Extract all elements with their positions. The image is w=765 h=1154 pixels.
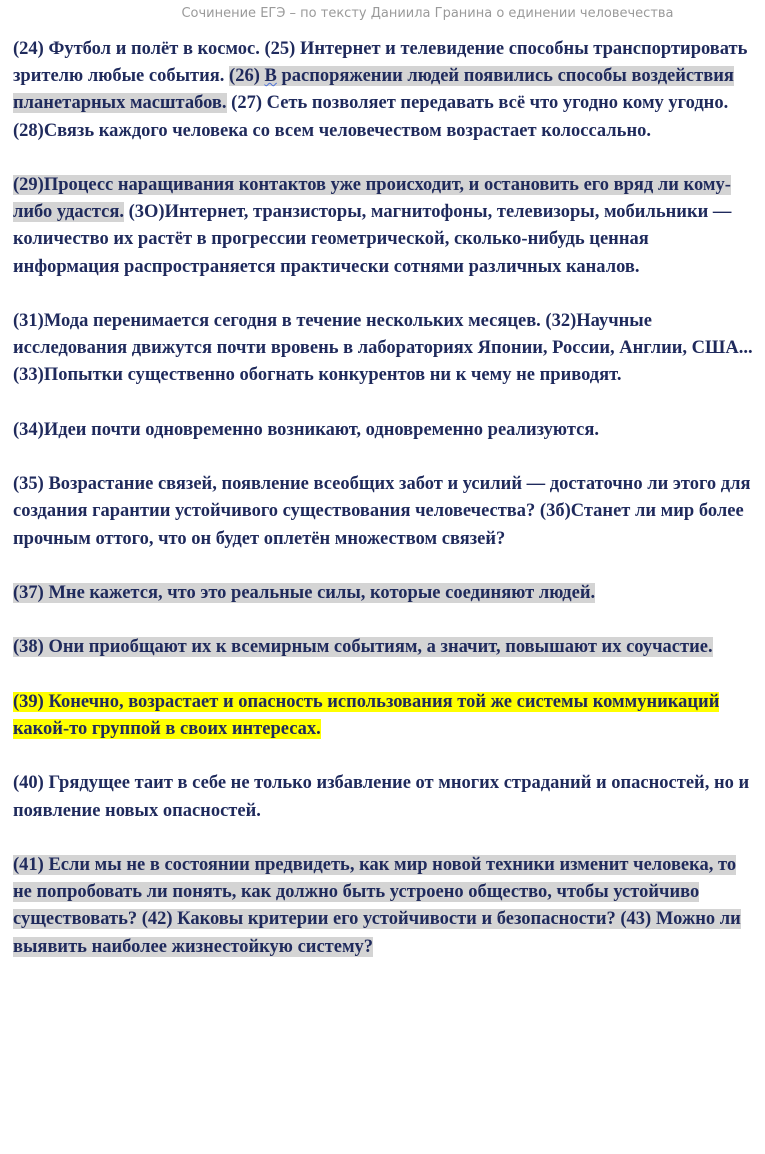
paragraph-34[interactable]: (34)Идеи почти одновременно возникают, одновременно реализуются. [13,419,599,440]
paragraph-38[interactable] [13,634,755,661]
paragraph-29-30[interactable] [13,172,755,281]
paragraph-41-43[interactable] [13,852,755,961]
sentences-27-28: (27) Сеть позволяет передавать всё что угодно кому угодно. (28)Связь каждого человека со всем человечеством возрастает колоссально. [13,93,729,141]
page-header: Сочинение ЕГЭ – по тексту Даниила Гранина о единении человечества [181,6,674,21]
sentences-41-43-highlighted: (41) Если мы не в состоянии предвидеть, как мир новой техники изменит человека, то не попробовать ли понять, как должно быть устроено общество, чтобы устойчиво существовать? (42) Каковы критерии его устойчивости и безопасности? (43) Можно ли выявить наиболее жизнестойкую систему? [13,854,741,957]
sentence-39-highlighted: (39) Конечно, возрастает и опасность использования той же системы коммуникаций какой-то группой в своих интересах. [13,691,720,739]
spellcheck-underlined-word[interactable]: В [264,66,277,87]
paragraph-35-36[interactable]: (35) Возрастание связей, появление всеобщих забот и усилий — достаточно ли этого для создания гарантии устойчивого существования человечества? (3б)Станет ли мир более прочным оттого, что он будет оплетён множеством связей? [13,474,751,549]
sentence-26-rest: распоряжении людей появились способы воздействия планетарных масштабов. [13,66,734,114]
sentence-38-highlighted: (38) Они приобщают их к всемирным событиям, а значит, повышают их соучастие. [13,637,713,658]
sentence-29-highlighted: (29)Процесс наращивания контактов уже происходит, и остановить его вряд ли кому-либо удастся. [13,175,731,223]
sentence-26-prefix: (26) [229,66,265,87]
document-body[interactable] [13,36,755,988]
paragraph-37[interactable] [13,580,755,607]
paragraph-39[interactable] [13,689,755,743]
sentence-30: (3О)Интернет, транзисторы, магнитофоны, телевизоры, мобильники — количество их растёт в прогрессии геометрической, сколько-нибудь ценная информация распространяется практически сотнями различных каналов. [13,202,732,277]
paragraph-31-33[interactable]: (31)Мода перенимается сегодня в течение нескольких месяцев. (32)Научные исследования движутся почти вровень в лабораториях Японии, России, Англии, США... (33)Попытки существенно обогнать конкурентов ни к чему не приводят. [13,311,753,386]
sentence-37-highlighted: (37) Мне кажется, что это реальные силы, которые соединяют людей. [13,582,596,603]
paragraph-40[interactable]: (40) Грядущее таит в себе не только избавление от многих страданий и опасностей, но и появление новых опасностей. [13,773,750,821]
sentences-24-25: (24) Футбол и полёт в космос. (25) Интернет и телевидение способны транспортировать зрителю любые события. [13,39,748,87]
paragraph-24-28[interactable] [13,36,755,145]
